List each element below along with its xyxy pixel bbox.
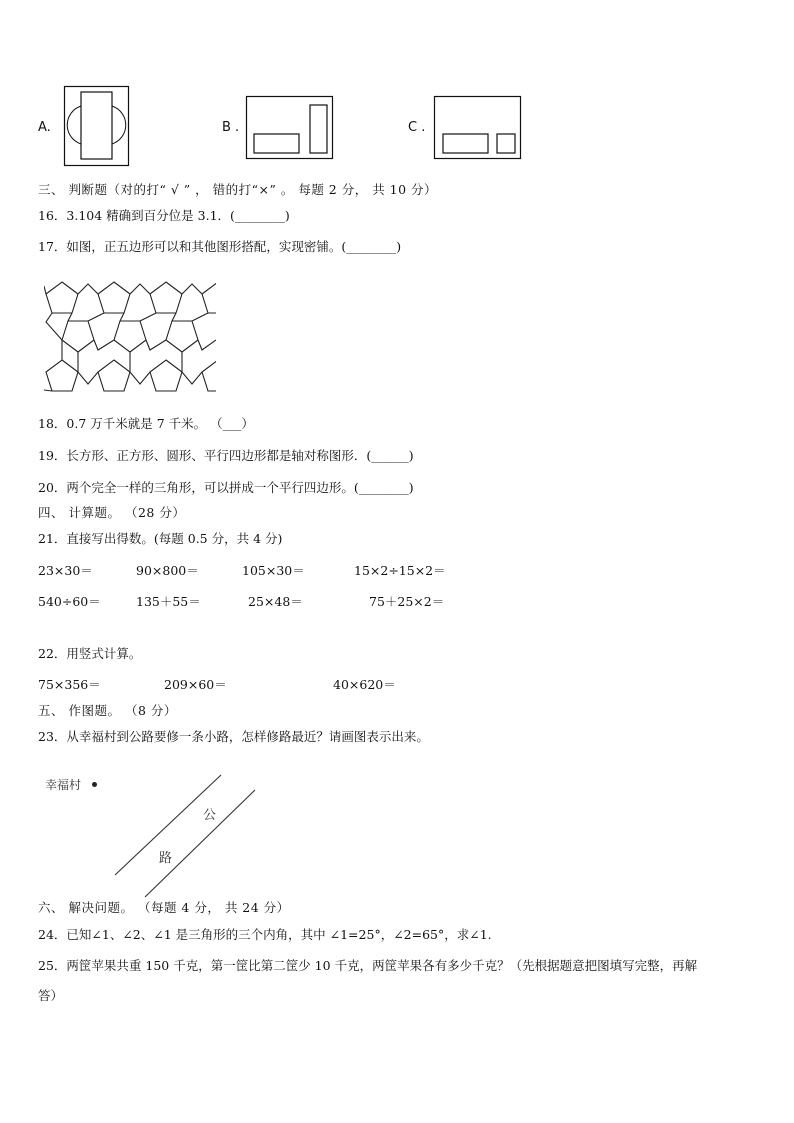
question-21: 21．直接写出得数。(每题 0.5 分，共 4 分) [38, 531, 283, 546]
section-3-title: 三、 判断题（对的打“ √ ” ， 错的打“×” 。 每题 2 分， 共 10 分） [38, 182, 438, 197]
calc-item: 209×60＝ [164, 677, 227, 692]
road-label-1: 公 [203, 808, 217, 823]
question-19: 19．长方形、正方形、圆形、平行四边形都是轴对称图形．(______) [38, 448, 414, 463]
question-25-continued: 答） [38, 988, 64, 1003]
section-4-title: 四、 计算题。 （28 分） [38, 505, 186, 520]
question-25: 25．两筐苹果共重 150 千克，第一筐比第二筐少 10 千克，两筐苹果各有多少千克？（先根据题意把图填写完整，再解 [38, 958, 698, 973]
road-figure [115, 775, 260, 900]
calc-item: 105×30＝ [242, 563, 305, 578]
option-b-label: B . [222, 120, 240, 135]
question-22: 22．用竖式计算。 [38, 646, 142, 661]
calc-item: 15×2÷15×2＝ [354, 563, 446, 578]
calc-item: 135＋55＝ [136, 594, 201, 609]
calc-item: 75×356＝ [38, 677, 101, 692]
option-a-label: A. [38, 120, 51, 135]
pentagon-tessellation-figure [44, 280, 216, 396]
calc-item: 540÷60＝ [38, 594, 101, 609]
calc-item: 40×620＝ [333, 677, 396, 692]
option-c-figure [434, 96, 522, 160]
question-17: 17．如图，正五边形可以和其他图形搭配，实现密铺。(________) [38, 239, 402, 254]
option-b-figure [246, 96, 334, 160]
option-c-label: C . [408, 120, 426, 135]
calc-item: 75＋25×2＝ [369, 594, 445, 609]
section-5-title: 五、 作图题。 （8 分） [38, 703, 177, 718]
question-18: 18．0.7 万千米就是 7 千米。 （___） [38, 416, 254, 431]
calc-item: 25×48＝ [248, 594, 303, 609]
village-dot [92, 782, 97, 787]
calc-item: 90×800＝ [136, 563, 199, 578]
village-label: 幸福村 [45, 778, 82, 792]
question-16: 16．3.104 精确到百分位是 3.1．(________) [38, 208, 290, 223]
question-23: 23．从幸福村到公路要修一条小路，怎样修路最近？请画图表示出来。 [38, 729, 429, 744]
road-label-2: 路 [159, 851, 173, 866]
question-24: 24．已知∠1、∠2、∠1 是三角形的三个内角，其中 ∠1=25°，∠2=65°，求∠1. [38, 927, 492, 942]
calc-item: 23×30＝ [38, 563, 93, 578]
question-20: 20．两个完全一样的三角形，可以拼成一个平行四边形。(________) [38, 480, 414, 495]
option-a-figure [64, 86, 130, 166]
section-6-title: 六、 解决问题。 （每题 4 分， 共 24 分） [38, 900, 290, 915]
